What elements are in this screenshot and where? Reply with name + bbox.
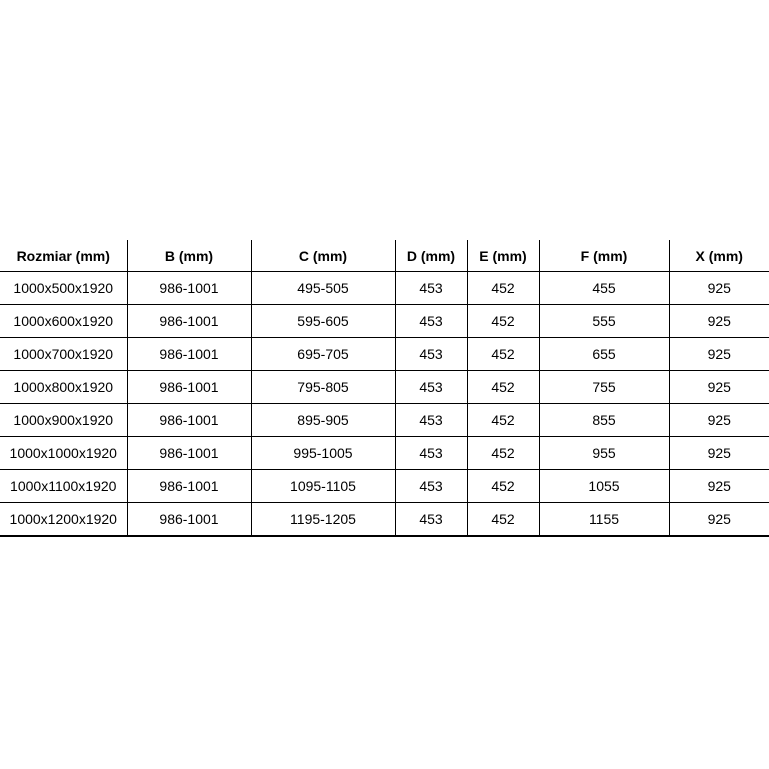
table-cell-x: 925: [669, 437, 769, 470]
column-header-b: B (mm): [127, 240, 251, 272]
column-header-c: C (mm): [251, 240, 395, 272]
table-cell-d: 453: [395, 371, 467, 404]
table-row: [0, 305, 769, 338]
table-cell-d: 453: [395, 470, 467, 503]
table-row: [0, 404, 769, 437]
table-cell-d: 453: [395, 338, 467, 371]
table-header: [0, 240, 769, 272]
table-cell-d: 453: [395, 503, 467, 537]
table-cell-e: 452: [467, 338, 539, 371]
table-cell-rozmiar: 1000x600x1920: [0, 305, 127, 338]
table-cell-b: 986-1001: [127, 437, 251, 470]
table-cell-f: 755: [539, 371, 669, 404]
table-cell-b: 986-1001: [127, 371, 251, 404]
table-cell-c: 595-605: [251, 305, 395, 338]
table-cell-x: 925: [669, 371, 769, 404]
table-cell-rozmiar: 1000x500x1920: [0, 272, 127, 305]
table-cell-rozmiar: 1000x800x1920: [0, 371, 127, 404]
table-cell-b: 986-1001: [127, 470, 251, 503]
column-header-x: X (mm): [669, 240, 769, 272]
table-cell-f: 655: [539, 338, 669, 371]
table-cell-b: 986-1001: [127, 503, 251, 537]
table-cell-d: 453: [395, 305, 467, 338]
table-cell-b: 986-1001: [127, 404, 251, 437]
column-header-e: E (mm): [467, 240, 539, 272]
table-cell-x: 925: [669, 338, 769, 371]
column-header-f: F (mm): [539, 240, 669, 272]
table-cell-b: 986-1001: [127, 305, 251, 338]
table-row: [0, 437, 769, 470]
table-cell-e: 452: [467, 437, 539, 470]
table-cell-c: 795-805: [251, 371, 395, 404]
table-cell-rozmiar: 1000x1200x1920: [0, 503, 127, 537]
table-cell-e: 452: [467, 272, 539, 305]
table-cell-e: 452: [467, 305, 539, 338]
table-cell-d: 453: [395, 404, 467, 437]
table-cell-f: 555: [539, 305, 669, 338]
table-cell-c: 995-1005: [251, 437, 395, 470]
table-cell-x: 925: [669, 404, 769, 437]
table-cell-rozmiar: 1000x1100x1920: [0, 470, 127, 503]
table-cell-x: 925: [669, 470, 769, 503]
table-cell-x: 925: [669, 503, 769, 537]
table-cell-c: 895-905: [251, 404, 395, 437]
header-row: [0, 240, 769, 272]
table-cell-c: 695-705: [251, 338, 395, 371]
table-cell-rozmiar: 1000x1000x1920: [0, 437, 127, 470]
table-cell-e: 452: [467, 404, 539, 437]
table-cell-f: 955: [539, 437, 669, 470]
table-cell-e: 452: [467, 371, 539, 404]
table-row: [0, 470, 769, 503]
table-body: [0, 272, 769, 537]
table-row: [0, 371, 769, 404]
table-cell-b: 986-1001: [127, 338, 251, 371]
table-cell-e: 452: [467, 503, 539, 537]
table-cell-f: 1055: [539, 470, 669, 503]
table-cell-c: 1095-1105: [251, 470, 395, 503]
table-cell-d: 453: [395, 437, 467, 470]
table-cell-b: 986-1001: [127, 272, 251, 305]
table-row: [0, 503, 769, 537]
table-cell-e: 452: [467, 470, 539, 503]
table-row: [0, 338, 769, 371]
table-cell-c: 1195-1205: [251, 503, 395, 537]
table-cell-d: 453: [395, 272, 467, 305]
table-cell-rozmiar: 1000x700x1920: [0, 338, 127, 371]
table-cell-f: 1155: [539, 503, 669, 537]
column-header-rozmiar: Rozmiar (mm): [0, 240, 127, 272]
column-header-d: D (mm): [395, 240, 467, 272]
table-row: [0, 272, 769, 305]
table-cell-x: 925: [669, 272, 769, 305]
table-cell-c: 495-505: [251, 272, 395, 305]
table-cell-f: 855: [539, 404, 669, 437]
table-cell-rozmiar: 1000x900x1920: [0, 404, 127, 437]
dimensions-table: [0, 240, 769, 537]
table-cell-f: 455: [539, 272, 669, 305]
table-cell-x: 925: [669, 305, 769, 338]
